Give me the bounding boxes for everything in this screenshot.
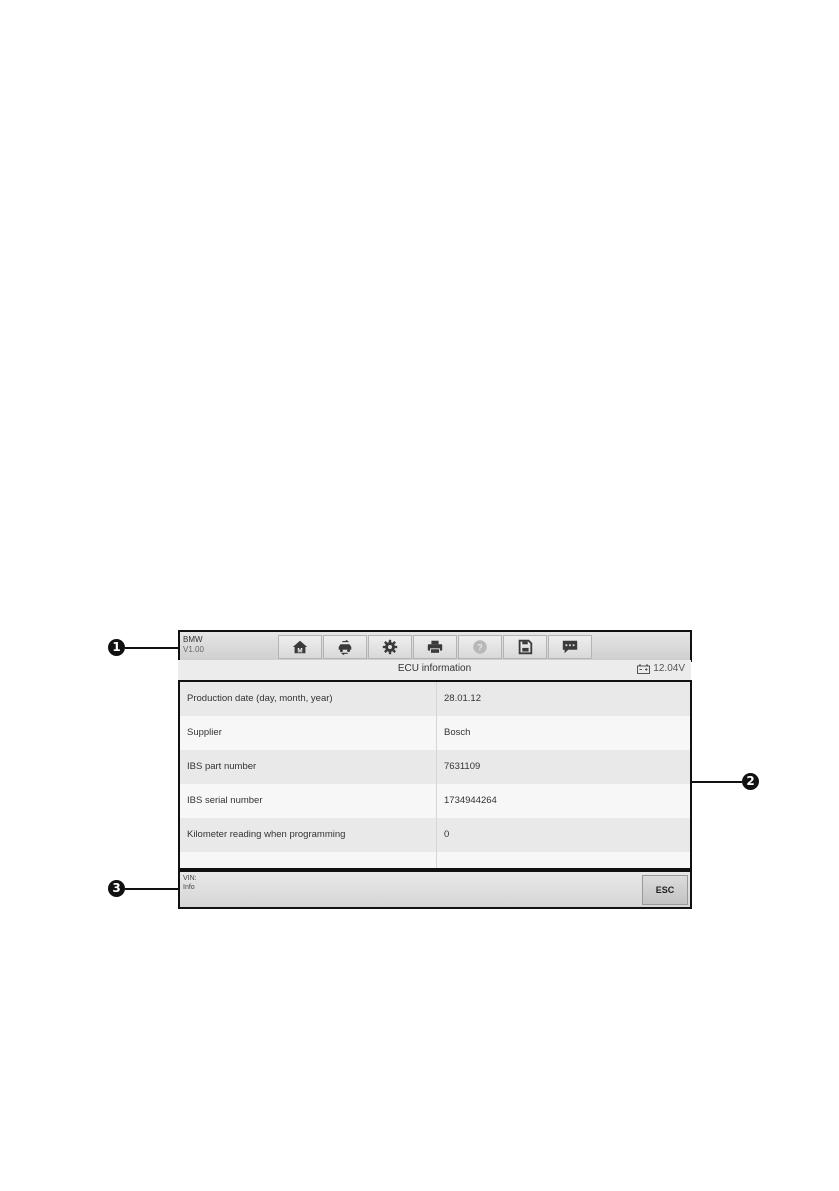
column-divider	[436, 784, 437, 818]
table-row-partial	[180, 852, 690, 869]
row-value: 1734944264	[444, 795, 497, 806]
vehicle-swap-button[interactable]	[323, 635, 367, 659]
settings-button[interactable]	[368, 635, 412, 659]
column-divider	[436, 682, 437, 716]
column-divider	[436, 852, 437, 870]
callout-2: 2	[742, 773, 759, 790]
vehicle-swap-icon	[336, 638, 354, 656]
esc-button[interactable]: ESC	[642, 875, 688, 905]
print-button[interactable]	[413, 635, 457, 659]
callout-3: 3	[108, 880, 125, 897]
row-value: 7631109	[444, 761, 481, 772]
table-row	[180, 716, 690, 751]
table-row	[180, 784, 690, 819]
software-version: V1.00	[183, 645, 204, 654]
row-value: 0	[444, 829, 450, 840]
callout-1-leader	[125, 647, 178, 649]
row-value: 28.01.12	[444, 693, 481, 704]
vehicle-info	[183, 874, 197, 892]
battery-status	[637, 663, 685, 674]
toolbar	[178, 630, 692, 662]
svg-text:M: M	[297, 647, 303, 655]
home-icon	[291, 638, 309, 656]
brand-name: BMW	[183, 635, 203, 644]
home-button[interactable]	[278, 635, 322, 659]
callout-1: 1	[108, 639, 125, 656]
callout-3-leader	[125, 888, 178, 890]
save-button[interactable]	[503, 635, 547, 659]
row-name: Kilometer reading when programming	[187, 829, 346, 840]
table-row	[180, 818, 690, 853]
svg-text:?: ?	[477, 642, 483, 653]
save-icon	[516, 638, 534, 656]
table-row	[180, 682, 690, 717]
title-bar	[178, 660, 691, 681]
column-divider	[436, 716, 437, 750]
row-name: Production date (day, month, year)	[187, 693, 333, 704]
row-name: IBS serial number	[187, 795, 263, 806]
battery-icon	[637, 664, 650, 674]
vin-label: VIN:	[183, 875, 197, 882]
page-title: ECU information	[397, 663, 472, 674]
column-divider	[436, 818, 437, 852]
printer-icon	[426, 638, 444, 656]
help-button[interactable]	[458, 635, 502, 659]
gear-icon	[381, 638, 399, 656]
vehicle-brand-info	[183, 635, 204, 655]
help-icon	[471, 638, 489, 656]
function-bar	[178, 870, 692, 909]
row-value: Bosch	[444, 727, 471, 738]
table-row	[180, 750, 690, 785]
row-name: IBS part number	[187, 761, 257, 772]
column-divider	[436, 750, 437, 784]
row-name: Supplier	[187, 727, 222, 738]
ecu-info-table[interactable]	[178, 680, 692, 870]
info-label: Info	[183, 884, 195, 891]
data-logging-button[interactable]	[548, 635, 592, 659]
callout-2-leader	[690, 781, 742, 783]
message-icon	[561, 638, 579, 656]
battery-voltage: 12.04V	[653, 663, 685, 674]
